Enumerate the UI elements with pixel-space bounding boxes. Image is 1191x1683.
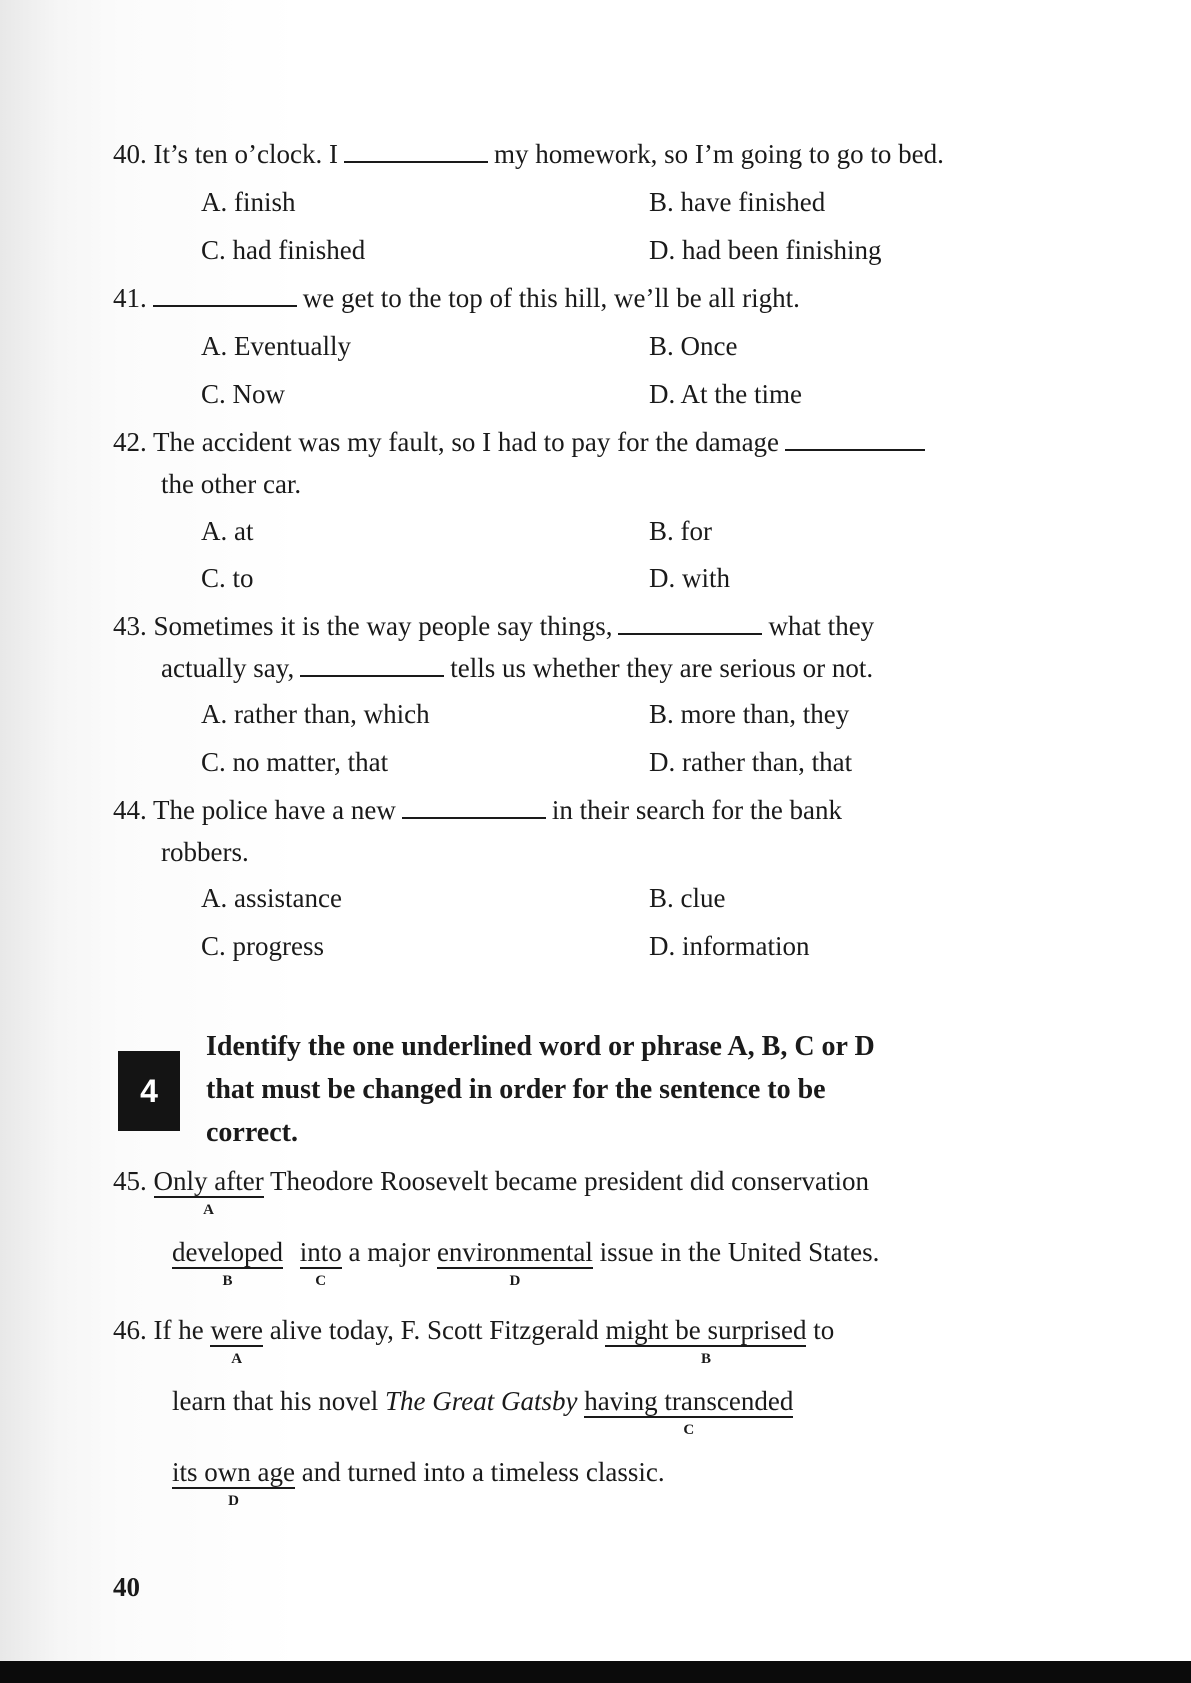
option-a: A. Eventually [201,331,351,361]
page-number: 40 [113,1572,140,1602]
question-44 [113,793,842,827]
question-45-line2 [172,1235,880,1289]
option-d: D. had been finishing [649,235,882,265]
option-letter: C [315,1273,327,1289]
question-46-line2 [172,1384,794,1438]
question-text: alive today, F. Scott Fitzgerald [269,1315,599,1345]
question-45 [113,1164,870,1218]
option-letter: B [700,1351,711,1367]
question-text: in their search for the bank [551,795,843,825]
option-d: D. information [649,931,810,961]
question-text: my homework, so I’m going to go to bed. [493,139,944,169]
answer-blank [153,285,297,307]
option-b: B. clue [649,883,726,913]
underlined-option-c [584,1386,794,1438]
question-text: we get to the top of this hill, we’ll be all right. [302,283,800,313]
question-43 [113,609,874,643]
section-instruction [206,1025,1106,1154]
question-41 [113,281,800,315]
option-letter: A [231,1351,243,1367]
question-46 [113,1313,835,1367]
option-b: B. Once [649,331,738,361]
option-letter: B [222,1273,233,1289]
question-number: 41. [113,283,147,313]
question-number: 43. [113,611,147,641]
question-46-line3 [172,1455,665,1509]
answer-blank [344,141,488,163]
question-number: 45. [113,1166,147,1196]
question-text: to [813,1315,835,1345]
option-letter: C [683,1422,695,1438]
underlined-option-a [210,1315,263,1367]
underlined-option-b [172,1237,283,1289]
question-text: Theodore Roosevelt became president did conservation [269,1166,870,1196]
underlined-option-d [436,1237,593,1289]
option-letter: D [228,1493,239,1509]
option-text: into [299,1237,342,1267]
option-c: C. no matter, that [201,747,389,777]
option-b: B. more than, they [649,699,850,729]
question-number: 44. [113,795,147,825]
instruction-line: Identify the one underlined word or phrase A, B, C or D [206,1031,875,1062]
question-text: tells us whether they are serious or not. [450,653,874,683]
option-letter: A [203,1202,215,1218]
option-c: C. progress [201,931,324,961]
question-text: Sometimes it is the way people say things, [153,611,613,641]
instruction-line: correct. [206,1117,298,1148]
question-text: The accident was my fault, so I had to pay for the damage [153,427,780,457]
option-b: B. for [649,516,712,546]
option-d: D. rather than, that [649,747,853,777]
question-text-line2 [161,651,873,685]
option-text: might be surprised [605,1315,807,1345]
answer-blank [785,429,925,451]
option-a: A. rather than, which [201,699,430,729]
option-d: D. with [649,563,730,593]
question-text: It’s ten o’clock. I [153,139,338,169]
option-a: A. finish [201,187,296,217]
option-text: environmental [436,1237,593,1267]
question-number: 40. [113,139,147,169]
option-c: C. to [201,563,254,593]
option-text: were [210,1315,263,1345]
question-text: If he [153,1315,204,1345]
question-number: 46. [113,1315,147,1345]
option-text: Only after [153,1166,264,1196]
question-number: 42. [113,427,147,457]
question-text: learn that his novel [172,1386,379,1416]
question-text: and turned into a timeless classic. [301,1457,665,1487]
question-text: The police have a new [153,795,396,825]
question-text: a major [348,1237,431,1267]
book-title: The Great Gatsby [384,1386,578,1416]
question-40 [113,137,944,171]
option-c: C. had finished [201,235,366,265]
question-text-line2: robbers. [161,837,249,867]
option-a: A. assistance [201,883,342,913]
question-text: actually say, [161,653,295,683]
option-c: C. Now [201,379,286,409]
option-text: developed [172,1237,283,1267]
option-d: D. At the time [649,379,802,409]
underlined-option-c [299,1237,342,1289]
underlined-option-d [172,1457,295,1509]
section-number-badge: 4 [118,1051,180,1131]
underlined-option-b [605,1315,807,1367]
option-b: B. have finished [649,187,826,217]
option-text: having transcended [584,1386,794,1416]
answer-blank [300,655,444,677]
scan-border [0,1661,1191,1683]
underlined-option-a [153,1166,264,1218]
question-text: issue in the United States. [599,1237,880,1267]
option-text: its own age [172,1457,295,1487]
option-letter: D [509,1273,521,1289]
question-text: what they [768,611,875,641]
answer-blank [402,797,546,819]
answer-blank [618,613,762,635]
instruction-line: that must be changed in order for the sentence to be [206,1074,826,1105]
question-42 [113,425,931,459]
option-a: A. at [201,516,254,546]
question-text-line2: the other car. [161,469,302,499]
